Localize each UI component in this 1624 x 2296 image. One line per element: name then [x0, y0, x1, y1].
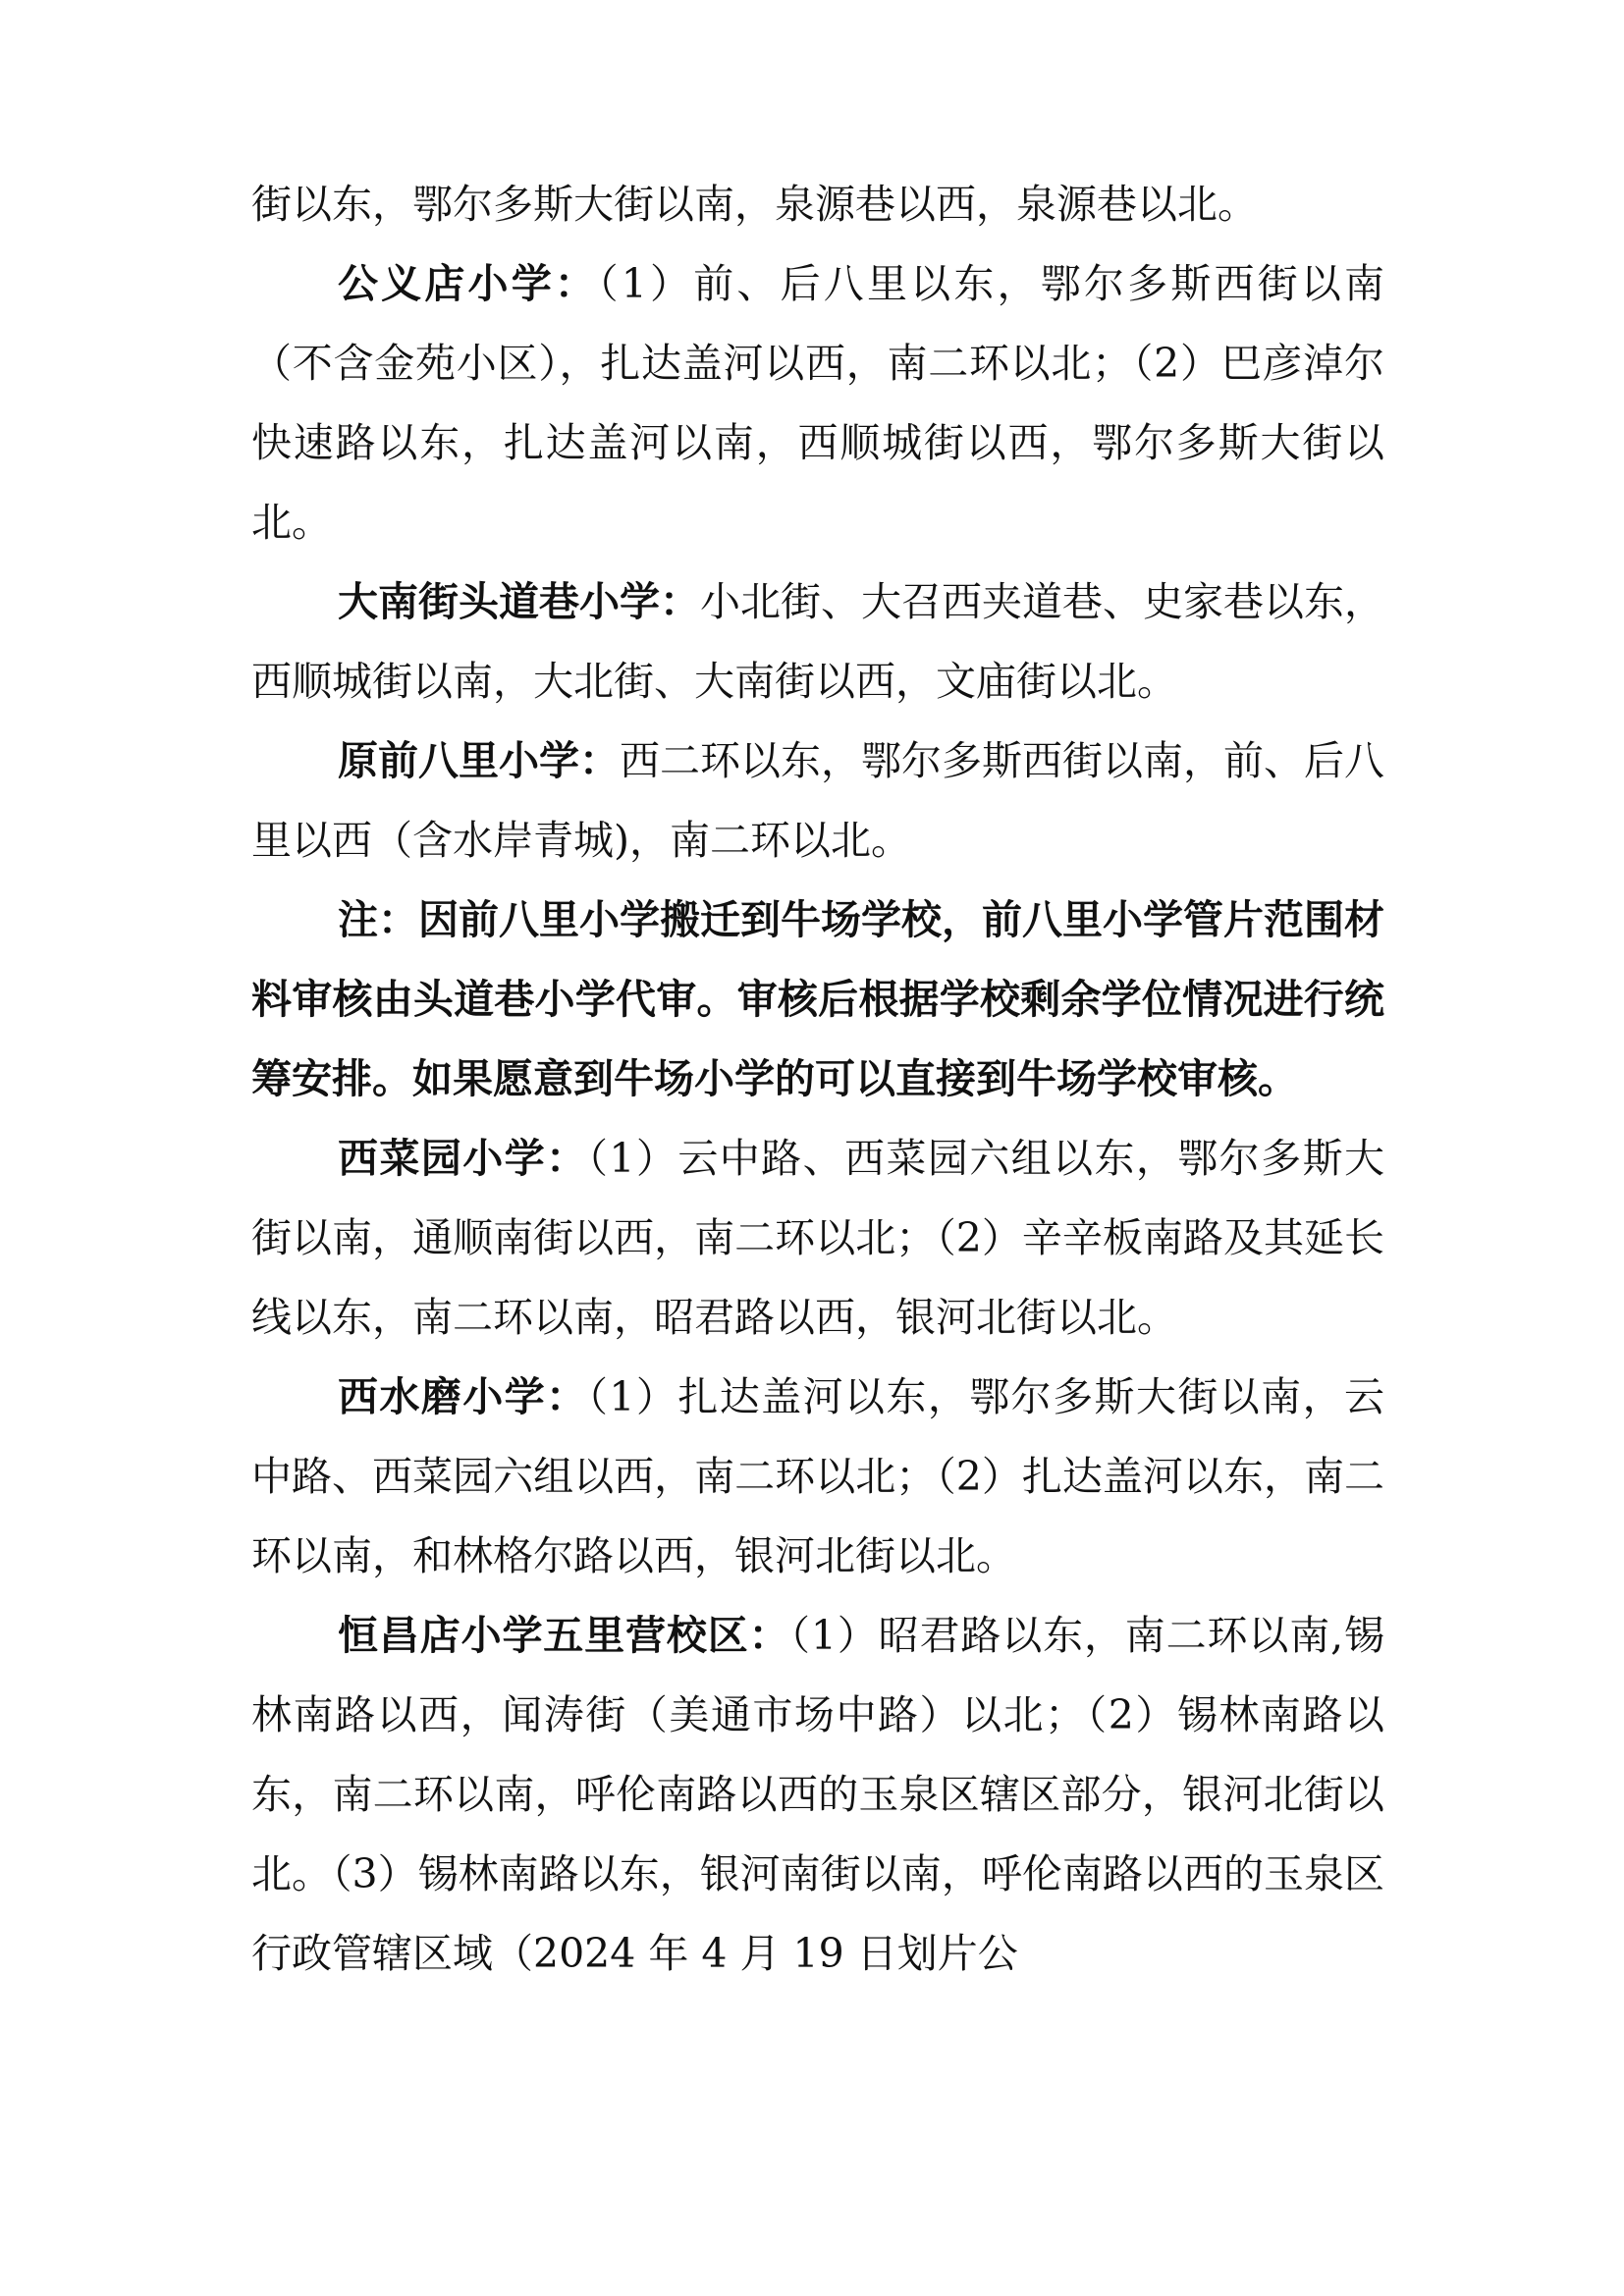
- school-label: 公义店小学：: [338, 260, 599, 307]
- school-label: 恒昌店小学五里营校区：: [338, 1612, 790, 1659]
- paragraph-text: （1）昭君路以东，南二环以南,锡林南路以西，闻涛街（美通市场中路）以北；（2）锡林南路以东，南二环以南，呼伦南路以西的玉泉区辖区部分，银河北街以北。（3）锡林南路以东，银河南街以南，呼伦南路以西的玉泉区行政管辖区域（2024 年 4 月 19 日划片公: [251, 1612, 1384, 1977]
- paragraph-xishuimo: [251, 1358, 1384, 1596]
- school-label: 大南街头道巷小学：: [338, 578, 700, 625]
- paragraph-text: 小北街、大召西夹道巷、史家巷以东，西顺城街以南，大北街、大南街以西，文庙街以北。: [251, 578, 1384, 705]
- school-label: 西菜园小学：: [338, 1135, 588, 1182]
- paragraph-hengchangdian: [251, 1596, 1384, 1994]
- paragraph-text: 街以东，鄂尔多斯大街以南，泉源巷以西，泉源巷以北。: [251, 181, 1258, 228]
- paragraph-note: [251, 881, 1384, 1119]
- school-label: 原前八里小学：: [338, 737, 620, 784]
- paragraph-dananjie: [251, 562, 1384, 721]
- paragraph-continuation: [251, 165, 1384, 244]
- school-label: 西水磨小学：: [338, 1373, 588, 1420]
- paragraph-text: 西二环以东，鄂尔多斯西街以南，前、后八里以西（含水岸青城)，南二环以北。: [251, 737, 1384, 864]
- paragraph-gongyidian: [251, 244, 1384, 562]
- note-text: 注：因前八里小学搬迁到牛场学校，前八里小学管片范围材料审核由头道巷小学代审。审核后根据学校剩余学位情况进行统筹安排。如果愿意到牛场小学的可以直接到牛场学校审核。: [251, 896, 1384, 1102]
- paragraph-xicaiyuan: [251, 1119, 1384, 1358]
- paragraph-text: （1）前、后八里以东，鄂尔多斯西街以南（不含金苑小区），扎达盖河以西，南二环以北；（2）巴彦淖尔快速路以东，扎达盖河以南，西顺城街以西，鄂尔多斯大街以北。: [251, 260, 1384, 546]
- paragraph-text: （1）扎达盖河以东，鄂尔多斯大街以南，云中路、西菜园六组以西，南二环以北；（2）扎达盖河以东，南二环以南，和林格尔路以西，银河北街以北。: [251, 1373, 1384, 1579]
- paragraph-qianbali: [251, 721, 1384, 881]
- paragraph-text: （1）云中路、西菜园六组以东，鄂尔多斯大街以南，通顺南街以西，南二环以北；（2）辛辛板南路及其延长线以东，南二环以南，昭君路以西，银河北街以北。: [251, 1135, 1384, 1341]
- document-page: [251, 165, 1384, 1994]
